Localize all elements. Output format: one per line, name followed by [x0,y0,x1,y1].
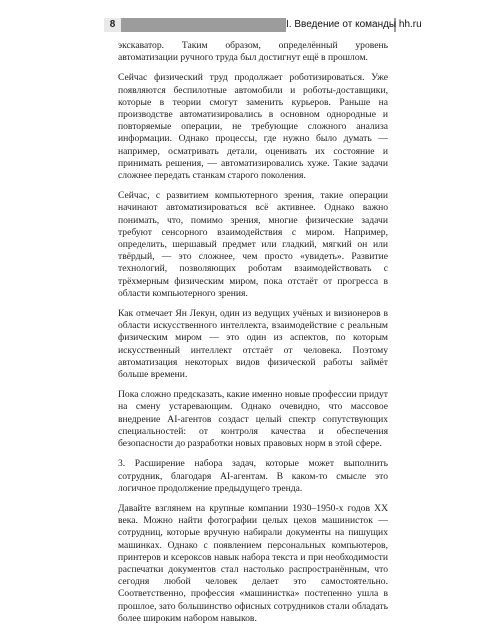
running-header [0,0,500,42]
paragraph: Пока сложно предсказать, какие именно новые профессии придут на смену устаревающим. Однако очевидно, что массовое внедрение AI-агентов создаст целый спектр сопутствующих специальностей: от контроля качества и обеспечения безопасности до разработки новых правовых норм в этой сфере. [118,389,388,450]
paragraph: экскаватор. Таким образом, определённый уровень автоматизации ручного труда был достигнут ещё в прошлом. [118,40,388,64]
page-number: 8 [104,18,121,32]
paragraph: 3. Расширение набора задач, которые может выполнить сотрудник, благодаря AI-агентам. В каком-то смысле это логичное продолжение предыдущего тренда. [118,458,388,494]
paragraph: Давайте взглянем на крупные компании 1930–1950-х годов XX века. Можно найти фотографии целых цехов машинисток — сотрудниц, которые вручную набирали документы на пишущих машинках. Однако с появлением персональных компьютеров, принтеров и ксероксов навык набора текста и при необходимости распечатки документов стал настолько распространённым, что сегодня любой человек делает это самостоятельно. Соответственно, профессия «машинистка» постепенно ушла в прошлое, зато большинство офисных сотрудников стали обладать более широким набором навыков. [118,502,388,624]
body-text [118,40,388,633]
paragraph: Как отмечает Ян Лекун, один из ведущих учёных и визионеров в области искусственного интеллекта, взаимодействие с реальным физическим миром — это один из аспектов, по которым искусственный интеллект отстаёт от человека. Поэтому автоматизация некоторых видов физической работы займёт больше времени. [118,308,388,381]
paragraph: Сейчас, с развитием компьютерного зрения, такие операции начинают автоматизироваться всё активнее. Однако важно понимать, что, помимо зрения, многие физические задачи требуют сенсорного взаимодействия с миром. Например, определить, шершавый предмет или гладкий, мягкий он или твёрдый, — это сложнее, чем просто «увидеть». Развитие технологий, позволяющих роботам взаимодействовать с трёхмерным физическим миром, пока отстаёт от прогресса в области компьютерного зрения. [118,190,388,299]
chapter-title: I. Введение от команды hh.ru [286,19,422,30]
paragraph: Сейчас физический труд продолжает роботизироваться. Уже появляются беспилотные автомобили и роботы-доставщики, которые в теории смогут заменить курьеров. Раньше на производстве автоматизировались в основном однородные и повторяемые операции, не требующие сложного анализа информации. Однако процессы, где нужно было думать — например, осматривать детали, оценивать их состояние и принимать решения, — автоматизировались хуже. Такие задачи сложнее передать станкам старого поколения. [118,72,388,182]
